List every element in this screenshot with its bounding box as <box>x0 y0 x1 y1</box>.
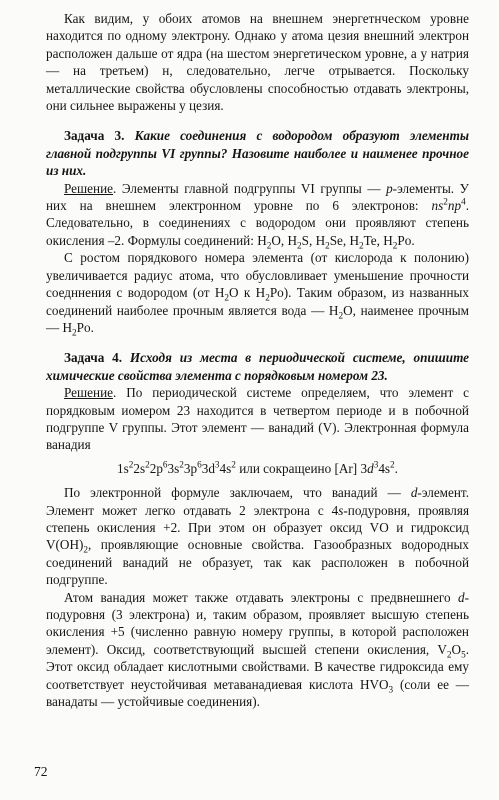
superscript: 2 <box>128 459 134 470</box>
text-run: По электронной формуле заключаем, что ванадий — <box>64 485 411 501</box>
text-run: 2p <box>149 460 163 476</box>
solution-label: Решение <box>64 180 113 196</box>
text-run: O, наименее прочным — H <box>46 302 469 335</box>
text-run: np <box>447 198 462 214</box>
superscript: 6 <box>162 459 168 470</box>
text-run: . Этот оксид обладает кислотными свойствами. В качестве гидроксида ему соответствует неустойчивая метаванадиевая кислота HVO <box>46 641 469 692</box>
text-run: 4s <box>378 460 391 476</box>
superscript: 3 <box>214 459 220 470</box>
text-run: s <box>338 502 344 518</box>
text-run: ns <box>431 198 444 214</box>
text-run: . Следовательно, в соединениях с водородом они проявляют степень окисления –2. Формулы соединений: H <box>46 198 469 248</box>
superscript: 2 <box>390 459 395 470</box>
intro-paragraph: Как видим, у обоих атомов на внешнем энергетнческом уровне находится по одному электрону. Однако у атома цезия внешний электрон расположен дальше от ядра (на шестом энергетическом уровне, а у натрия — на третьем) н, следовательно, легче отрывается. Поскольку металлические свойства обусловлены способностью отдавать электроны, они сильнее выражены у цезия. <box>46 11 469 114</box>
text-run: 2s <box>133 460 146 476</box>
subscript: 2 <box>83 545 88 556</box>
subscript: 2 <box>338 310 344 321</box>
superscript: 6 <box>197 459 202 470</box>
vanadium-properties-paragraph <box>46 484 469 588</box>
text-run: d <box>367 460 374 476</box>
superscript: 2 <box>179 459 184 470</box>
subscript: 2 <box>224 292 230 303</box>
text-run: . По периодической системе определяем, что элемент с порядковым иомером 23 находится в четвертом периоде и в побочной подгруппе V группы. Этот элемент — ванадий (V). Электронная формула ванадия <box>46 385 469 453</box>
page-number: 72 <box>34 764 48 779</box>
text-run: d <box>458 589 465 605</box>
superscript: 3 <box>373 459 379 470</box>
superscript: 4 <box>461 196 466 207</box>
text-run: -подуровня (3 электрона) и, таким образом, проявляет высшую степень окисления +5 (численно равную номеру группы, в которой расположен элемент). Оксид, соответствующий высшей степени окисления, V <box>46 589 469 657</box>
text-run: Te, H <box>363 232 393 248</box>
text-run: (соли ее — ванадаты — устойчивые соединения). <box>46 676 469 710</box>
task3-strength-paragraph <box>46 249 469 336</box>
task3-label: Задача 3. <box>64 128 125 144</box>
solution-label: Решение <box>64 385 113 401</box>
text-run: O <box>451 641 462 657</box>
superscript: 2 <box>231 459 236 470</box>
text-run: , проявляющие основные свойства. Газообразных водородных соединений ванадий не образует, так как расположен в побочной подгруппе. <box>46 537 469 588</box>
vanadium-electron-formula: $1s^22s^22p^63s^23p^63d^34s^2$ или сокращеино [Ar] $3d^34s^2$. <box>117 459 398 476</box>
text-run: -элемент. Элемент может легко отдавать 2 электрона с 4 <box>46 485 469 518</box>
text-run: Se, H <box>329 232 360 248</box>
subscript: 2 <box>325 240 330 251</box>
task4-heading <box>46 349 469 384</box>
superscript: 2 <box>443 196 448 207</box>
text-run: O к H <box>229 285 266 301</box>
text-run: 1s <box>117 460 129 476</box>
text-run: S, H <box>301 232 326 248</box>
task4-question: Исходя из места в периодической системе, опишите химические свойства элемента с порядковым номером 23. <box>46 350 470 383</box>
text-run: Атом ванадия может также отдавать электроны с предвнешнего <box>64 589 458 605</box>
text-run: 3d <box>201 460 215 476</box>
text-run: или сокращеино [Ar] 3 <box>235 460 368 476</box>
text-run: d <box>410 485 418 501</box>
text-run: Po). Таким образом, из названных соединений наиболее прочным является вода — H <box>46 285 469 318</box>
text-run: p <box>386 180 393 196</box>
text-run: 4s <box>219 460 232 476</box>
text-run: -элементы. У них на внешнем электронном уровне по 6 электронов: <box>46 180 469 214</box>
superscript: 2 <box>145 459 150 470</box>
subscript: 2 <box>446 649 452 660</box>
subscript: 2 <box>359 240 364 251</box>
text-run: Po. <box>397 232 415 248</box>
task3-solution <box>46 180 469 250</box>
text-run: С ростом порядкового номера элемента (от кислорода к полонию) увеличивается радиус атома, что обусловливает уменьшение прочности соедннения с водородом (от H <box>46 250 469 301</box>
task4-solution <box>46 384 469 454</box>
text-run: . Элементы главной подгруппы VI группы — <box>113 180 387 196</box>
subscript: 2 <box>72 327 77 338</box>
text-run: Po. <box>76 319 94 335</box>
subscript: 3 <box>388 684 394 695</box>
subscript: 2 <box>392 240 398 251</box>
task4-label: Задача 4. <box>64 350 123 366</box>
task3-heading <box>46 127 469 179</box>
subscript: 2 <box>265 292 270 303</box>
text-run: -подуровня, проявляя степень окисления +2. При этом он образует оксид VO и гидроксид V(OH) <box>46 502 470 553</box>
text-run: 3s <box>167 460 180 476</box>
task3-question: Какие соединения с водородом образуют элементы главной подгруппы VI группы? Назовите наиболее и наименее прочное из них. <box>46 128 469 179</box>
subscript: 2 <box>297 240 302 251</box>
subscript: 2 <box>266 240 272 251</box>
subscript: 5 <box>461 649 466 660</box>
text-run: O, H <box>271 232 298 248</box>
text-run: 3p <box>183 460 198 476</box>
vanadium-oxidation-paragraph <box>46 589 469 711</box>
